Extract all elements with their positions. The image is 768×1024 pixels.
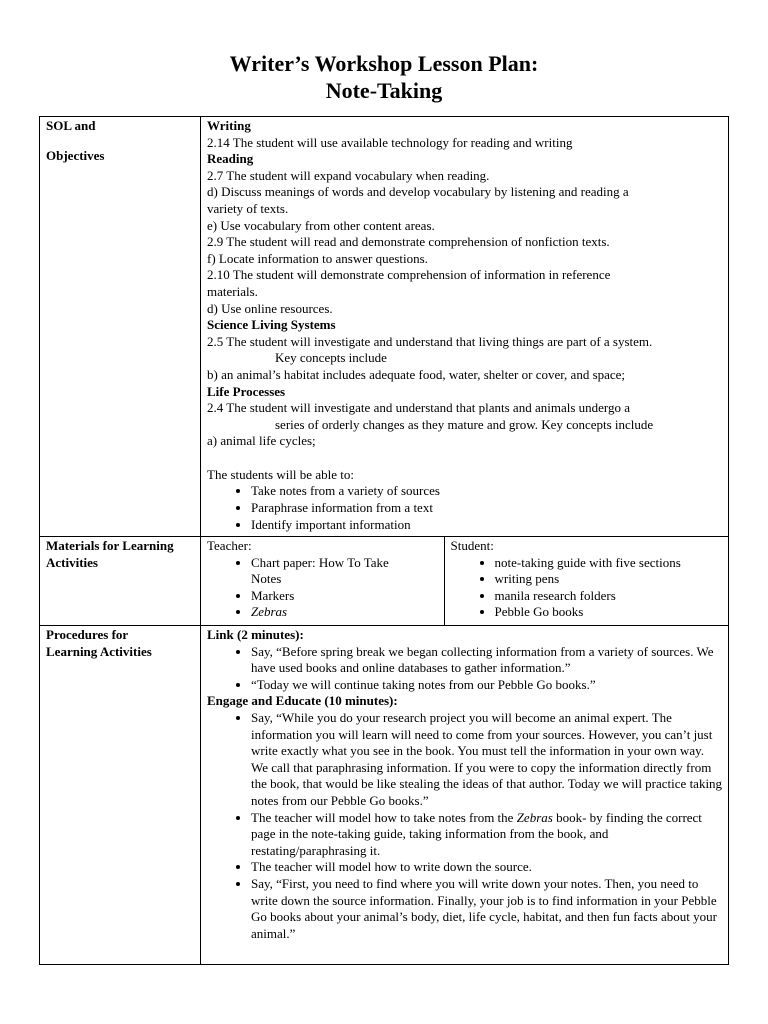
student-item: • note-taking guide with five sections	[495, 555, 724, 572]
link-heading: Link (2 minutes):	[207, 627, 304, 642]
reading-standard-2: d) Discuss meanings of words and develop vocabulary by listening and reading a	[207, 184, 629, 200]
objectives-list	[207, 483, 723, 533]
reading-standard-1: 2.7 The student will expand vocabulary when reading.	[207, 167, 490, 183]
materials-split	[201, 537, 728, 625]
reading-standard-6: 2.10 The student will demonstrate comprehension of information in reference	[207, 267, 611, 283]
engage-item: • The teacher will model how to write down the source.	[251, 859, 723, 876]
engage-item: • Say, “First, you need to find where you will write down your notes. Then, you need to write down the source information. Finally, your job is to find information in your Pebble Go books about your animal’s body, diet, life cycle, habitat, and then fun facts about your animal.”	[251, 876, 723, 942]
science-standard-2: b) an animal’s habitat includes adequate food, water, shelter or cover, and space;	[207, 366, 626, 382]
sol-row	[40, 117, 729, 537]
student-materials-list	[451, 555, 724, 621]
sol-label-2: Objectives	[46, 147, 105, 163]
student-item: • Pebble Go books	[495, 604, 724, 621]
engage-item-text-pre: The teacher will model how to take notes from the	[251, 809, 517, 825]
student-item: • manila research folders	[495, 588, 724, 605]
lesson-plan-table	[39, 116, 729, 965]
document-title	[0, 50, 768, 104]
objective-item: • Paraphrase information from a text	[251, 500, 723, 517]
life-processes-heading: Life Processes	[207, 383, 286, 399]
sol-label-1: SOL and	[46, 118, 96, 133]
student-item: • writing pens	[495, 571, 724, 588]
engage-list	[207, 710, 723, 942]
objective-item: • Identify important information	[251, 517, 723, 534]
science-heading: Science Living Systems	[207, 317, 336, 333]
engage-heading: Engage and Educate (10 minutes):	[207, 693, 398, 709]
materials-content-cell	[201, 537, 729, 626]
reading-standard-4: 2.9 The student will read and demonstrate comprehension of nonfiction texts.	[207, 234, 610, 250]
zebras-title: Zebras	[516, 809, 553, 825]
reading-standard-2b: variety of texts.	[207, 200, 289, 216]
writing-standard: 2.14 The student will use available technology for reading and writing	[207, 134, 573, 150]
procedures-content-cell	[201, 626, 729, 965]
life-standard-1: 2.4 The student will investigate and understand that plants and animals undergo a	[207, 400, 631, 416]
sol-label-cell	[40, 117, 201, 537]
materials-row	[40, 537, 729, 626]
reading-standard-6b: materials.	[207, 283, 258, 299]
materials-label-cell	[40, 537, 201, 626]
science-standard-1b: Key concepts include	[275, 350, 387, 366]
link-list	[207, 644, 723, 694]
title-line-1: Writer’s Workshop Lesson Plan:	[229, 51, 539, 76]
teacher-materials-list	[207, 555, 438, 621]
student-heading: Student:	[450, 538, 494, 553]
materials-label-1: Materials for Learning	[46, 538, 174, 553]
title-line-2: Note-Taking	[325, 78, 443, 103]
objective-item: • Take notes from a variety of sources	[251, 483, 723, 500]
writing-heading: Writing	[207, 118, 251, 133]
link-item: • Say, “Before spring break we began collecting information from a variety of sources. We have used books and online databases to gather information.”	[251, 644, 723, 677]
sol-content-cell	[201, 117, 729, 537]
procedures-row	[40, 626, 729, 965]
student-materials	[444, 537, 728, 625]
materials-label-2: Activities	[46, 554, 98, 570]
teacher-item: • Chart paper: How To Take Notes	[251, 555, 410, 588]
reading-standard-3: e) Use vocabulary from other content areas.	[207, 217, 435, 233]
procedures-label-2: Learning Activities	[46, 643, 152, 659]
able-to-heading: The students will be able to:	[207, 466, 354, 482]
life-standard-1b: series of orderly changes as they mature and grow. Key concepts include	[275, 416, 654, 432]
teacher-heading: Teacher:	[207, 538, 252, 553]
engage-item-text-post: book- by finding the correct page in the note-taking guide, taking information from the book, and restating/paraphrasing it.	[251, 809, 702, 858]
engage-item	[251, 810, 723, 860]
teacher-item: • Markers	[251, 588, 410, 605]
reading-standard-5: f) Locate information to answer questions.	[207, 250, 428, 266]
procedures-label-cell	[40, 626, 201, 965]
science-standard-1: 2.5 The student will investigate and understand that living things are part of a system.	[207, 333, 653, 349]
procedures-label-1: Procedures for	[46, 627, 129, 642]
reading-standard-7: d) Use online resources.	[207, 300, 333, 316]
engage-item: • Say, “While you do your research project you will become an animal expert. The information you will learn will need to come from your sources. However, you can’t just write exactly what you see in the book. You must tell the information in your own way. We call that paraphrasing information. If you were to copy the information directly from the book, that would be like stealing the ideas of that author. Today we will practice taking notes from our Pebble Go books.”	[251, 710, 723, 810]
reading-heading: Reading	[207, 151, 254, 167]
link-item: • “Today we will continue taking notes from our Pebble Go books.”	[251, 677, 723, 694]
teacher-materials	[201, 537, 444, 625]
life-standard-2: a) animal life cycles;	[207, 433, 316, 449]
teacher-item: • Zebras	[251, 604, 410, 621]
